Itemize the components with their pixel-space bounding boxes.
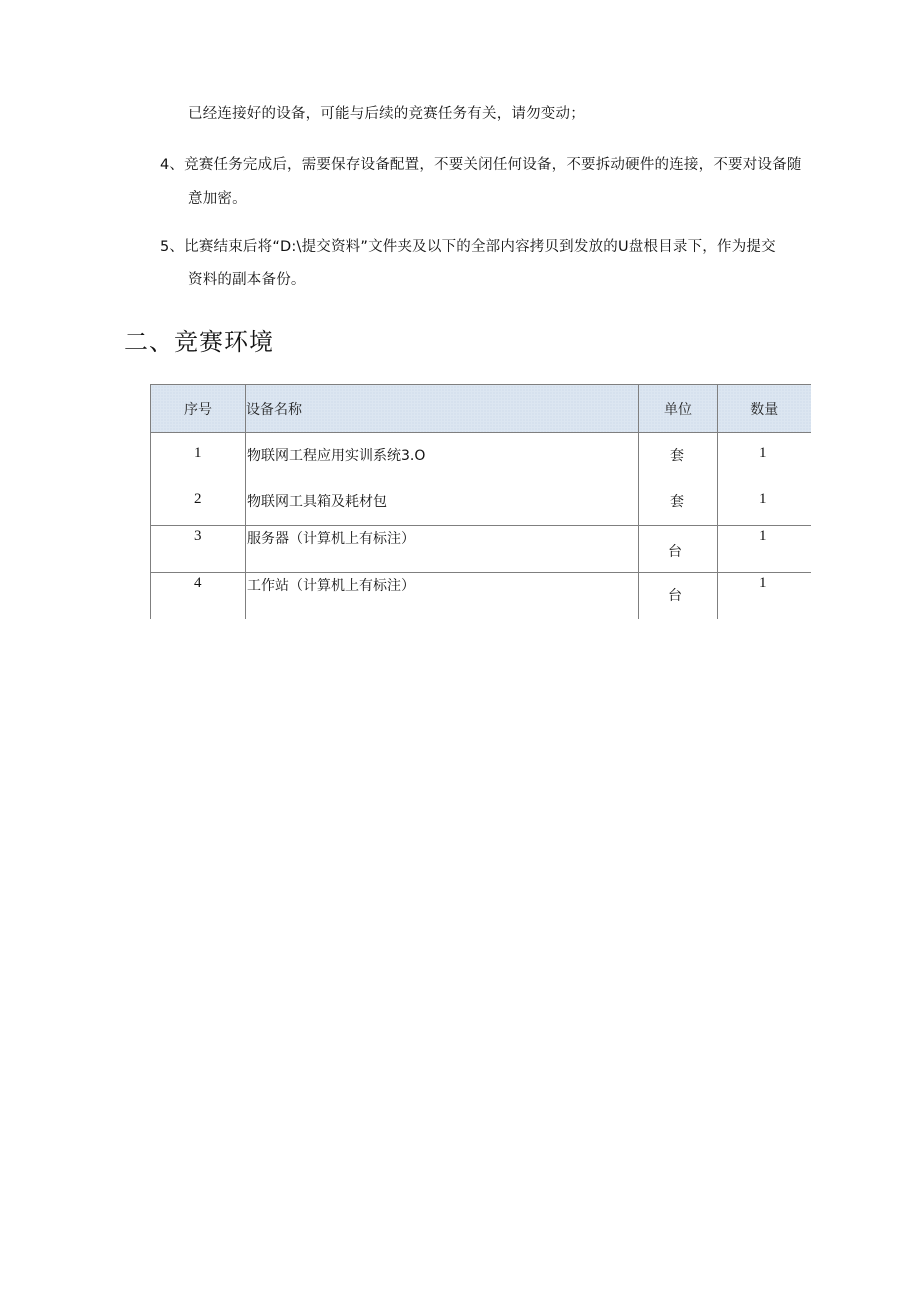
row-unit: 套 [670, 494, 684, 510]
table-header-row [151, 385, 811, 433]
row-index: 4 [194, 575, 202, 591]
header-name: 设备名称 [246, 385, 639, 433]
row-qty: 1 [759, 528, 767, 544]
row-index: 2 [194, 491, 202, 507]
row-name: 工作站（计算机上有标注） [247, 578, 415, 594]
row-qty: 1 [759, 445, 767, 461]
row-name: 物联网工具箱及耗材包 [247, 494, 387, 510]
row-qty: 1 [759, 575, 767, 591]
paragraph-item-5-line2: 资料的副本备份。 [188, 272, 306, 288]
table-row [151, 526, 811, 573]
paragraph-item-4-line2: 意加密。 [188, 191, 247, 207]
equipment-table [150, 384, 811, 619]
row-index: 1 [194, 445, 202, 461]
row-index: 3 [194, 528, 202, 544]
header-unit: 单位 [639, 385, 718, 433]
table-row [151, 573, 811, 620]
row-unit: 套 [670, 448, 684, 464]
header-index: 序号 [151, 385, 246, 433]
paragraph-continued: 已经连接好的设备，可能与后续的竞赛任务有关，请勿变动； [188, 106, 585, 122]
section-title: 二、竞赛环境 [124, 328, 274, 356]
header-qty: 数量 [718, 385, 811, 433]
row-name: 物联网工程应用实训系统3.O [247, 448, 426, 464]
table-row [151, 433, 811, 480]
paragraph-item-5-line1: 5、比赛结束后将“D:\提交资料”文件夹及以下的全部内容拷贝到发放的U盘根目录下，作为提交 [160, 239, 776, 255]
paragraph-item-4-line1: 4、竞赛任务完成后，需要保存设备配置，不要关闭任何设备，不要拆动硬件的连接，不要对设备随 [160, 157, 802, 173]
row-name: 服务器（计算机上有标注） [247, 531, 415, 547]
table-row [151, 479, 811, 526]
row-unit: 台 [668, 544, 682, 560]
row-unit: 台 [668, 588, 682, 604]
row-qty: 1 [759, 491, 767, 507]
